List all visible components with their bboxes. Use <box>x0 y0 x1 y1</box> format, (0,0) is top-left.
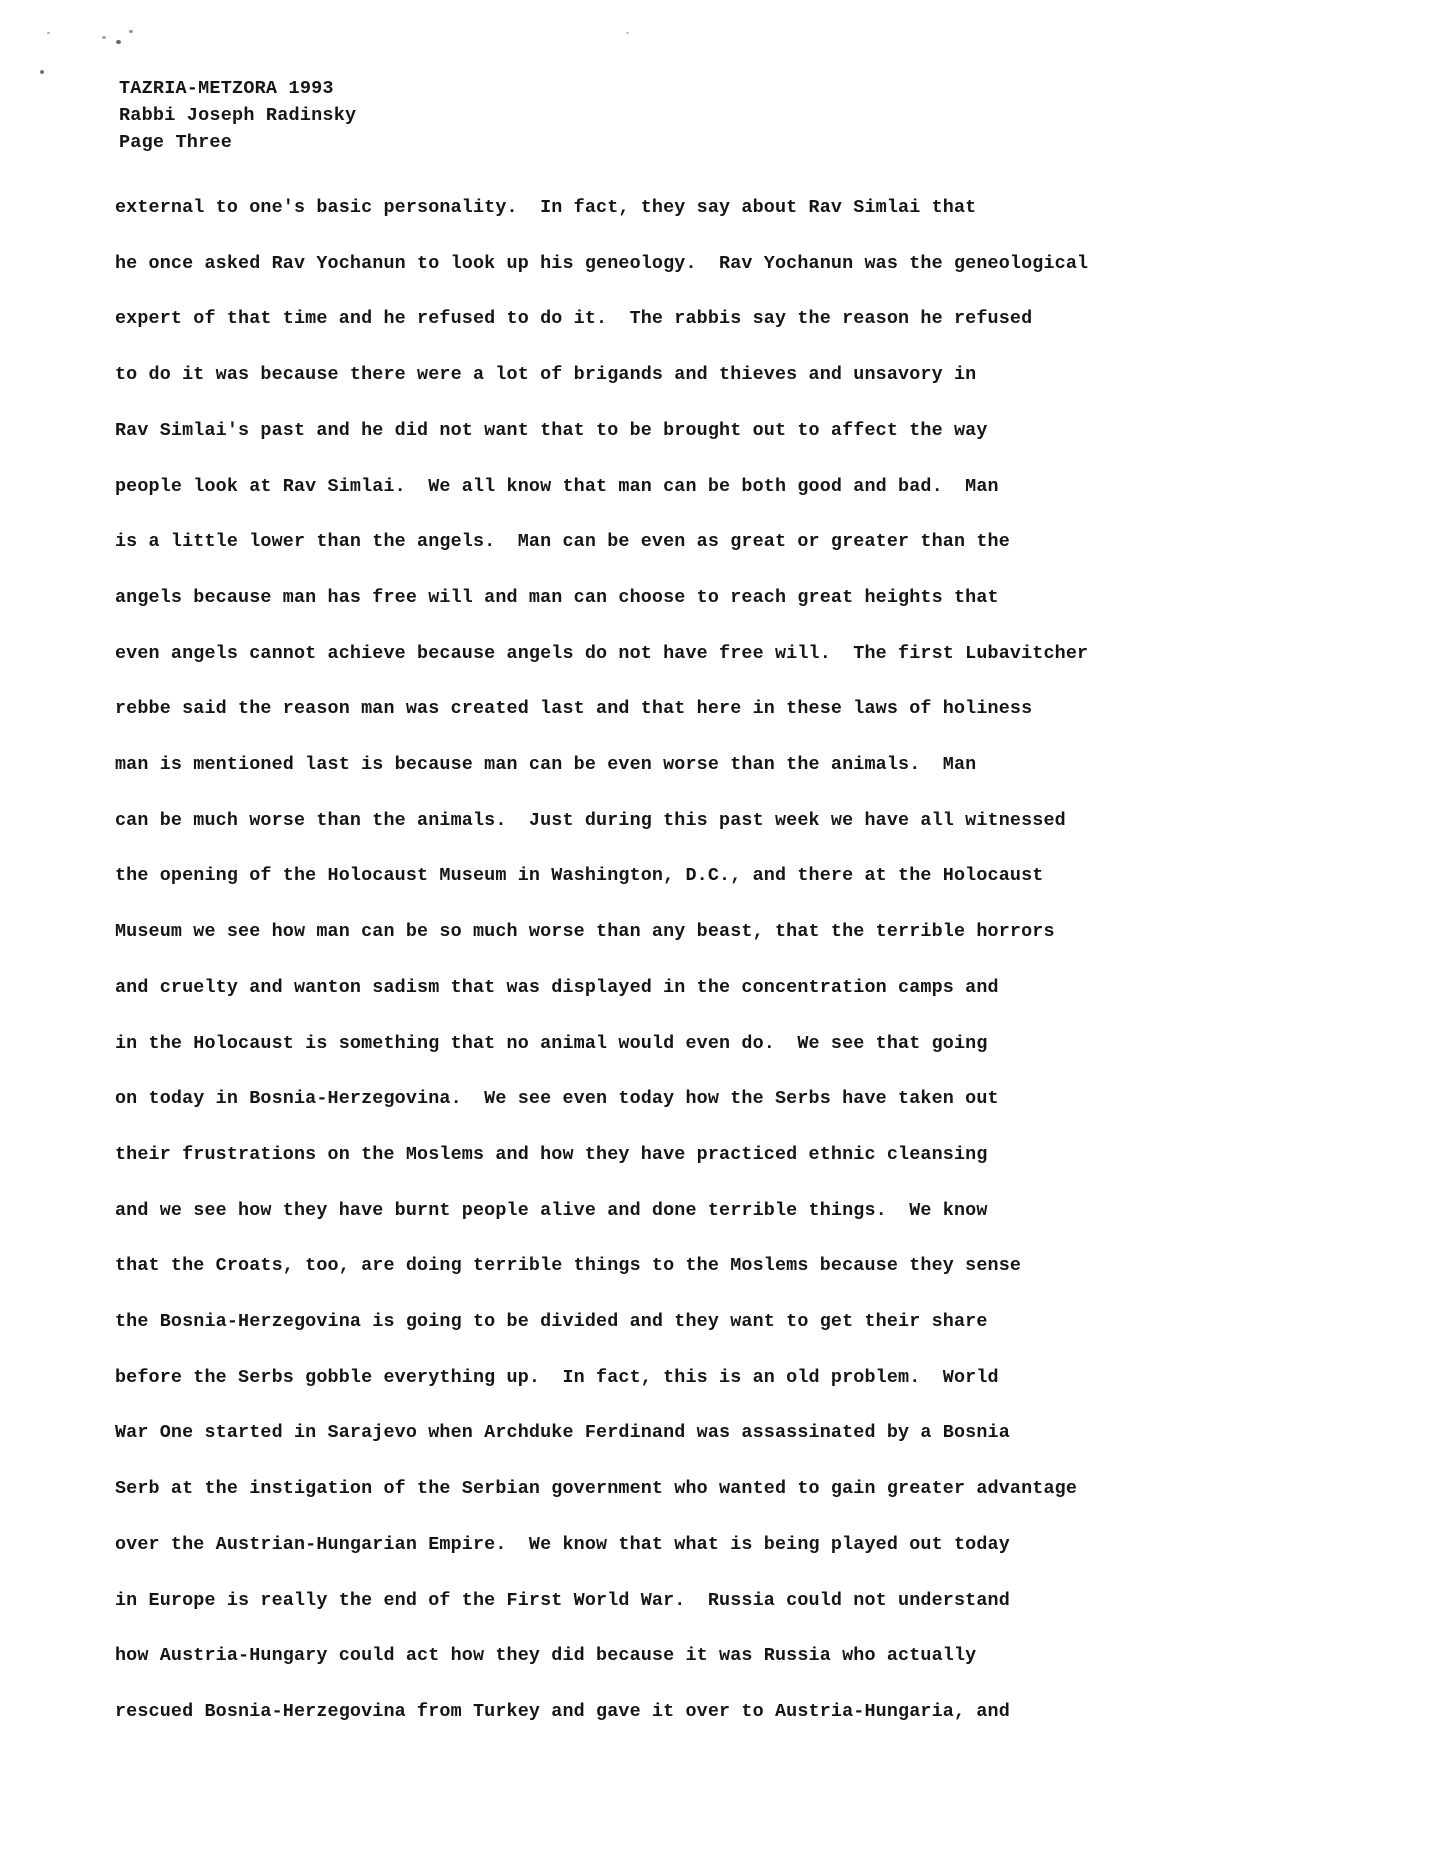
header-line: TAZRIA-METZORA 1993 <box>119 78 334 99</box>
body-text-line: War One started in Sarajevo when Archduke Ferdinand was assassinated by a Bosnia <box>115 1422 1010 1444</box>
document-header <box>119 75 356 156</box>
body-text-line: their frustrations on the Moslems and how they have practiced ethnic cleansing <box>115 1143 988 1165</box>
body-text-line: before the Serbs gobble everything up. In fact, this is an old problem. World <box>115 1366 999 1388</box>
scan-speck <box>102 36 106 39</box>
body-text-line: Serb at the instigation of the Serbian government who wanted to gain greater advantage <box>115 1478 1078 1500</box>
body-text-line: on today in Bosnia-Herzegovina. We see even today how the Serbs have taken out <box>115 1088 999 1110</box>
body-text-line: that the Croats, too, are doing terrible things to the Moslems because they sense <box>115 1255 1022 1277</box>
body-text-line: he once asked Rav Yochanun to look up his geneology. Rav Yochanun was the geneological <box>115 252 1089 274</box>
body-text-line: angels because man has free will and man can choose to reach great heights that <box>115 586 999 608</box>
scan-speck <box>40 70 44 74</box>
body-text-line: man is mentioned last is because man can be even worse than the animals. Man <box>115 754 977 776</box>
body-text-line: how Austria-Hungary could act how they did because it was Russia who actually <box>115 1645 977 1667</box>
body-text-line: Museum we see how man can be so much worse than any beast, that the terrible horrors <box>115 921 1055 943</box>
body-text-line: can be much worse than the animals. Just during this past week we have all witnessed <box>115 809 1066 831</box>
body-text-line: even angels cannot achieve because angels do not have free will. The first Lubavitcher <box>115 642 1089 664</box>
scan-speck <box>47 32 50 34</box>
scan-speck <box>116 40 121 44</box>
body-text-line: over the Austrian-Hungarian Empire. We know that what is being played out today <box>115 1533 1010 1555</box>
body-text-line: in Europe is really the end of the First World War. Russia could not understand <box>115 1589 1010 1611</box>
header-line: Rabbi Joseph Radinsky <box>119 105 357 126</box>
body-text-line: the opening of the Holocaust Museum in Washington, D.C., and there at the Holocaust <box>115 865 1044 887</box>
body-text-line: and we see how they have burnt people alive and done terrible things. We know <box>115 1199 988 1221</box>
scan-speck <box>626 32 629 34</box>
header-line: Page Three <box>119 132 233 153</box>
body-text-line: the Bosnia-Herzegovina is going to be divided and they want to get their share <box>115 1311 988 1333</box>
body-text-line: people look at Rav Simlai. We all know that man can be both good and bad. Man <box>115 475 999 497</box>
body-text-line: and cruelty and wanton sadism that was displayed in the concentration camps and <box>115 976 999 998</box>
body-text-line: to do it was because there were a lot of brigands and thieves and unsavory in <box>115 364 977 386</box>
body-text-line: is a little lower than the angels. Man can be even as great or greater than the <box>115 531 1010 553</box>
body-text-line: Rav Simlai's past and he did not want that to be brought out to affect the way <box>115 419 988 441</box>
body-text-line: rebbe said the reason man was created last and that here in these laws of holiness <box>115 698 1033 720</box>
scan-speck <box>129 30 133 33</box>
document-body <box>115 180 1088 1740</box>
body-text-line: external to one's basic personality. In fact, they say about Rav Simlai that <box>115 197 977 218</box>
body-text-line: in the Holocaust is something that no animal would even do. We see that going <box>115 1032 988 1054</box>
body-text-line: rescued Bosnia-Herzegovina from Turkey and gave it over to Austria-Hungaria, and <box>115 1700 1010 1722</box>
body-text-line: expert of that time and he refused to do it. The rabbis say the reason he refused <box>115 308 1033 330</box>
